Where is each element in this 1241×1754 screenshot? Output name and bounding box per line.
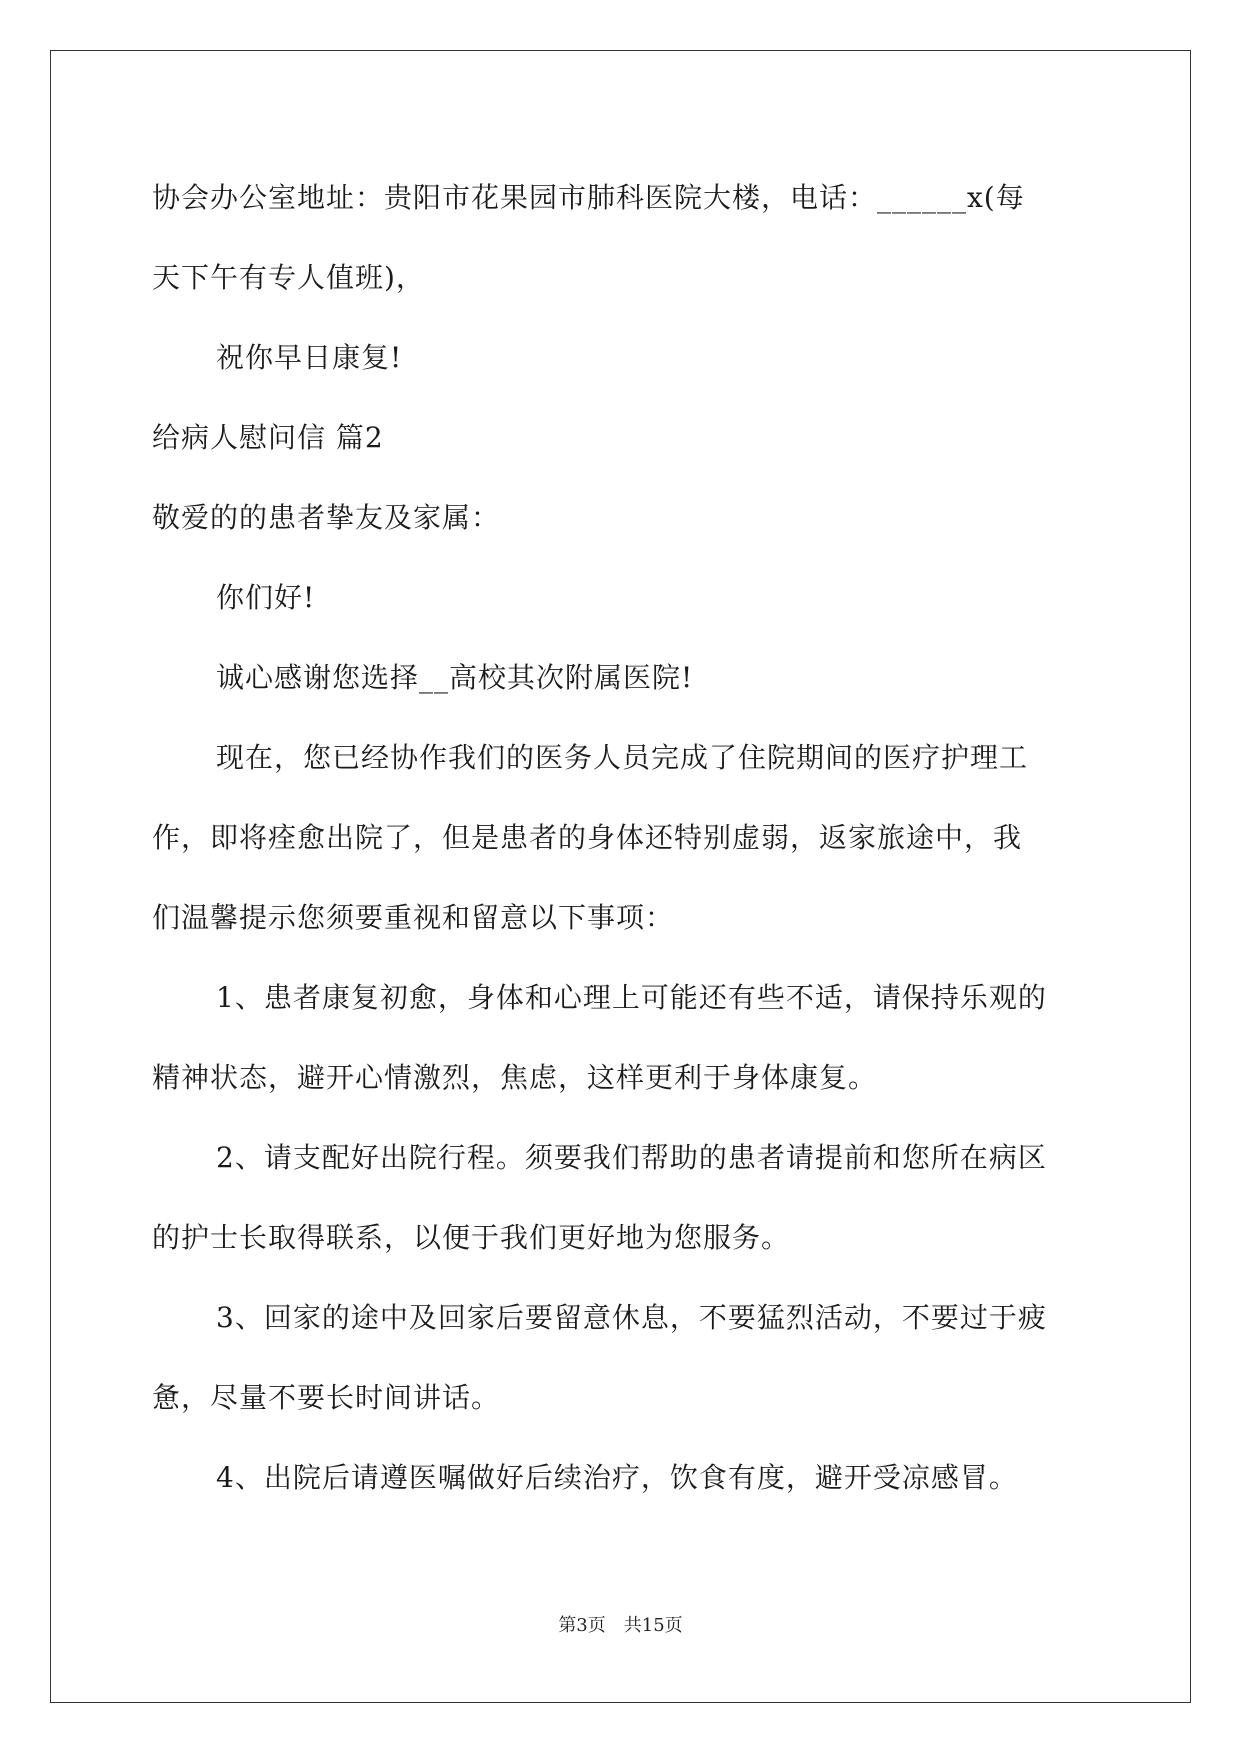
list-item-1: 1、患者康复初愈，身体和心理上可能还有些不适，请保持乐观的 <box>216 981 1047 1014</box>
text-line-9: 作，即将痊愈出院了，但是患者的身体还特别虚弱，返家旅途中，我 <box>152 821 1023 854</box>
text-line-8: 现在，您已经协作我们的医务人员完成了住院期间的医疗护理工 <box>216 741 1029 774</box>
text-line-1: 协会办公室地址：贵阳市花果园市肺科医院大楼，电话：______x(每 <box>152 181 1025 214</box>
text-line-10: 们温馨提示您须要重视和留意以下事项： <box>152 901 675 934</box>
salutation: 敬爱的的患者挚友及家属： <box>152 501 501 534</box>
greeting: 你们好! <box>216 581 316 614</box>
text-line-7: 诚心感谢您选择__高校其次附属医院! <box>216 661 694 694</box>
list-item-2-cont: 的护士长取得联系，以便于我们更好地为您服务。 <box>152 1221 791 1254</box>
list-item-3: 3、回家的途中及回家后要留意休息，不要猛烈活动，不要过于疲 <box>216 1301 1047 1334</box>
text-line-3: 祝你早日康复! <box>216 341 403 374</box>
section-heading: 给病人慰问信 篇2 <box>152 421 384 454</box>
text-line-2: 天下午有专人值班)， <box>152 261 425 294</box>
page-number: 第3页 共15页 <box>558 1615 683 1636</box>
list-item-3-cont: 惫，尽量不要长时间讲话。 <box>152 1381 501 1414</box>
document-body <box>152 158 1092 1518</box>
list-item-1-cont: 精神状态，避开心情激烈，焦虑，这样更利于身体康复。 <box>152 1061 878 1094</box>
list-item-4: 4、出院后请遵医嘱做好后续治疗，饮食有度，避开受凉感冒。 <box>216 1461 1018 1494</box>
list-item-2: 2、请支配好出院行程。须要我们帮助的患者请提前和您所在病区 <box>216 1141 1047 1174</box>
